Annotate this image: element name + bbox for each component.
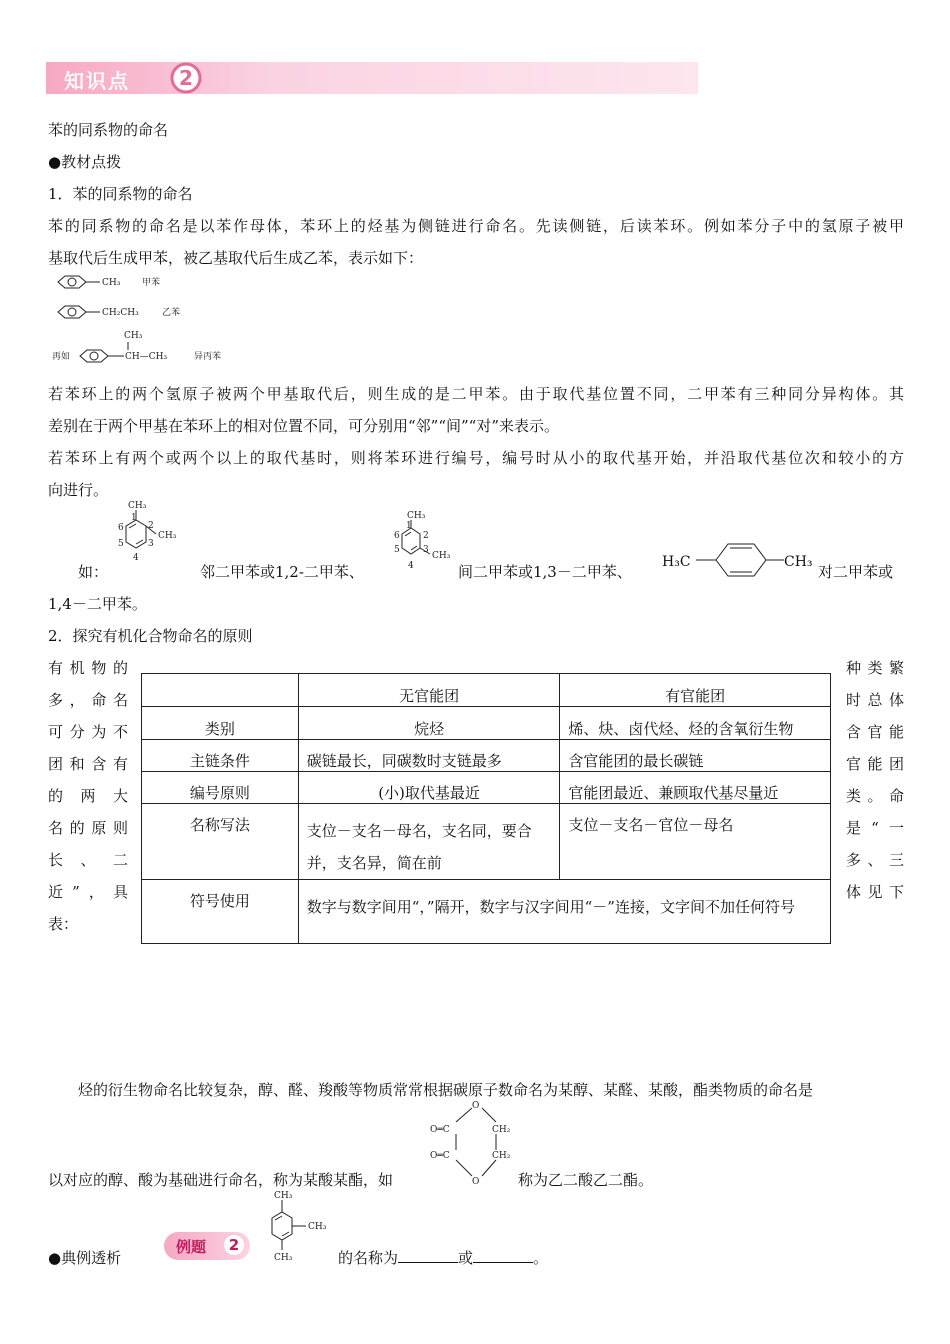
ortho-num-6: 6	[118, 523, 124, 533]
meta-num-1: 1	[406, 521, 412, 531]
ortho-num-3: 3	[148, 539, 154, 549]
toluene-name: 甲苯	[142, 278, 161, 288]
tmb-methyl-top: CH₃	[274, 1191, 293, 1201]
ester-bottom-o: O	[472, 1177, 480, 1187]
ortho-num-5: 5	[118, 539, 124, 549]
ethylene-oxalate-structure	[428, 1096, 524, 1192]
paragraph-3-line-1: 若苯环上有两个或两个以上的取代基时，则将苯环进行编号，编号时从小的取代基开始，并沿取代基位次和较小的方	[48, 449, 904, 467]
side-text-left: 有机物的 多，命名 可分为不 团和含有 的两大 名的原则 长、二 近”，具 表：	[48, 659, 128, 933]
table-row: 主链条件 碳链最长，同碳数时支链最多 含官能团的最长碳链	[142, 740, 831, 772]
para-right-methyl: CH₃	[784, 554, 813, 570]
paragraph-4-line-1: 烃的衍生物命名比较复杂，醇、醛、羧酸等物质常常根据碳原子数命名为某醇、某醛、某酸，酯类物质的命名是	[78, 1081, 814, 1099]
section-banner	[46, 62, 698, 94]
tmb-methyl-bottom: CH₃	[274, 1253, 293, 1263]
answer-blank-2[interactable]	[473, 1248, 533, 1263]
tmb-methyl-right: CH₃	[308, 1222, 327, 1232]
table-header-cell	[142, 674, 299, 707]
paragraph-2-line-2: 差别在于两个甲基在苯环上的相对位置不同，可分别用“邻”“间”“对”来表示。	[48, 417, 560, 435]
paragraph-1-line-1: 苯的同系物的命名是以苯作母体，苯环上的烃基为侧链进行命名。先读侧链，后读苯环。例如苯分子中的氢原子被甲	[48, 217, 904, 235]
example-lead: ●典例透析	[48, 1249, 122, 1267]
table-row: 类别 烷烃 烯、炔、卤代烃、烃的含氧衍生物	[142, 707, 831, 740]
para-xylene-tail: 1,4－二甲苯。	[48, 595, 147, 613]
ortho-xylene-structure	[112, 498, 192, 580]
ester-carbonyl-1: O═C	[430, 1125, 450, 1135]
cumene-substituent: CH—CH₃	[125, 352, 168, 362]
meta-methyl-2: CH₃	[432, 551, 451, 561]
para-xylene-text: 对二甲苯或	[818, 563, 894, 581]
table-row: 符号使用 数字与数字间用“，”隔开，数字与汉字间用“－”连接，文字间不加任何符号	[142, 880, 831, 944]
alkylbenzene-structures	[48, 270, 248, 370]
paragraph-4-tail: 称为乙二酸乙二酯。	[518, 1171, 654, 1189]
cumene-name: 异丙苯	[194, 352, 222, 362]
ester-ch2-2: CH₂	[492, 1151, 511, 1161]
example-badge-number: 2	[224, 1235, 244, 1255]
ester-ch2-1: CH₂	[492, 1125, 511, 1135]
meta-methyl-1: CH₃	[407, 511, 426, 521]
ester-carbonyl-2: O═C	[430, 1151, 450, 1161]
table-row: 编号原则 (小)取代基最近 官能团最近、兼顾取代基尽量近	[142, 772, 831, 804]
item-2-heading: 2．探究有机化合物命名的原则	[48, 627, 253, 645]
item-1-heading: 1．苯的同系物的命名	[48, 185, 193, 203]
cumene-structure	[52, 331, 221, 362]
toluene-structure	[58, 276, 160, 288]
ortho-methyl-1: CH₃	[128, 501, 147, 511]
sub-heading-textbook: ●教材点拨	[48, 153, 122, 171]
naming-principles-table	[141, 673, 831, 944]
meta-num-5: 5	[394, 545, 400, 555]
ortho-num-2: 2	[148, 521, 154, 531]
banner-title: 知识点	[64, 69, 130, 93]
example-question: 的名称为 或 。	[338, 1249, 549, 1267]
table-row: 名称写法 支位－支名－母名，支名同，要合并，支名异，简在前 支位－支名－官位－母名	[142, 804, 831, 880]
ortho-methyl-2: CH₃	[158, 531, 177, 541]
ortho-xylene-text: 邻二甲苯或1,2-二甲苯、	[200, 563, 364, 581]
example-badge-label: 例题	[176, 1238, 207, 1256]
ethylbenzene-substituent: CH₂CH₃	[102, 308, 139, 318]
table-header-row	[142, 674, 831, 707]
para-left-methyl: H₃C	[662, 554, 691, 570]
cumene-prefix: 再如	[52, 352, 71, 362]
table-header-cell: 有官能团	[560, 674, 831, 707]
meta-xylene-text: 间二甲苯或1,3－二甲苯、	[458, 563, 632, 581]
para-xylene-structure	[660, 538, 820, 578]
paragraph-4-line-2: 以对应的醇、酸为基础进行命名，称为某酸某酯，如	[48, 1171, 394, 1189]
trimethylbenzene-structure	[258, 1186, 348, 1268]
xylene-lead: 如：	[78, 563, 109, 581]
side-text-right: 种类繁 时总体 含官能 官能团 类。命 是“一 多、三 体见下	[846, 659, 904, 901]
meta-num-2: 2	[423, 531, 429, 541]
meta-xylene-structure	[390, 508, 460, 582]
meta-num-4: 4	[408, 561, 414, 571]
paragraph-1-line-2: 基取代后生成甲苯，被乙基取代后生成乙苯，表示如下：	[48, 249, 424, 267]
example-badge	[164, 1232, 250, 1260]
ortho-num-4: 4	[133, 553, 139, 563]
meta-num-3: 3	[423, 545, 429, 555]
banner-number-badge	[164, 62, 204, 94]
meta-num-6: 6	[394, 531, 400, 541]
ethylbenzene-name: 乙苯	[162, 308, 181, 318]
section-title: 苯的同系物的命名	[48, 121, 169, 139]
toluene-substituent: CH₃	[102, 278, 121, 288]
ethylbenzene-structure	[58, 306, 180, 318]
paragraph-3-line-2: 向进行。	[48, 481, 109, 499]
table-header-cell: 无官能团	[298, 674, 560, 707]
cumene-top-methyl: CH₃	[124, 331, 143, 341]
paragraph-2-line-1: 若苯环上的两个氢原子被两个甲基取代后，则生成的是二甲苯。由于取代基位置不同，二甲苯有三种同分异构体。其	[48, 385, 904, 403]
ester-top-o: O	[472, 1101, 480, 1111]
answer-blank-1[interactable]	[398, 1248, 458, 1263]
ortho-num-1: 1	[131, 513, 137, 523]
banner-number: 2	[179, 66, 193, 90]
